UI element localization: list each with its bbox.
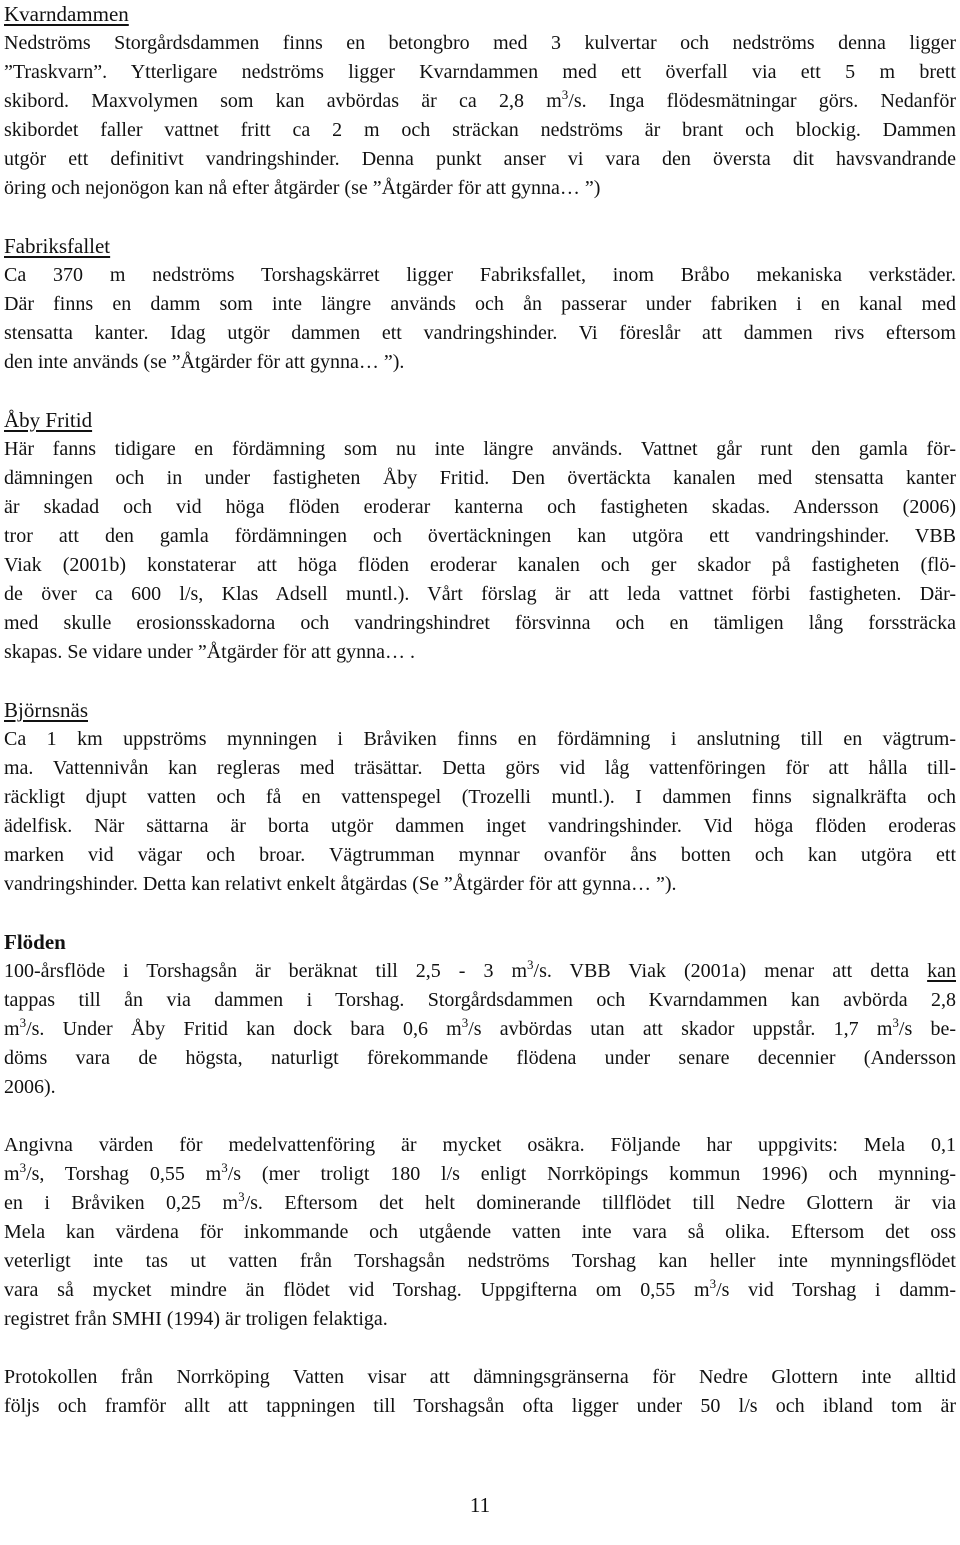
text-line: med skulle erosionsskadorna och vandringshindret försvinna och en tämligen lång forssträcka: [4, 612, 956, 634]
paragraph: [4, 435, 956, 667]
text-line: tappas till ån via dammen i Torshag. Storgårdsdammen och Kvarndammen kan avbörda 2,8: [4, 989, 956, 1011]
paragraph: [4, 1131, 956, 1334]
text-line: Angivna värden för medelvattenföring är mycket osäkra. Följande har uppgivits: Mela 0,1: [4, 1134, 956, 1156]
paragraph: [4, 261, 956, 377]
text-line: Här fanns tidigare en fördämning som nu inte längre används. Vattnet går runt den gamla för-: [4, 438, 956, 460]
document-page: [4, 0, 956, 1421]
section-fabriksfallet: [4, 232, 956, 377]
section-heading: Fabriksfallet: [4, 234, 111, 258]
text-line: Där finns en damm som inte längre används och ån passerar under fabriken i en kanal med: [4, 293, 956, 315]
text-line: Nedströms Storgårdsdammen finns en betongbro med 3 kulvertar och nedströms denna ligger: [4, 32, 956, 54]
text-line: följs och framför allt att tappningen till Torshagsån ofta ligger under 50 l/s och ibland tom är: [4, 1395, 956, 1417]
section-heading: Kvarndammen: [4, 2, 129, 26]
paragraph: [4, 29, 956, 203]
text-line: ”Traskvarn”. Ytterligare nedströms ligger Kvarndammen med ett överfall via ett 5 m brett: [4, 61, 956, 83]
section-heading: Björnsnäs: [4, 698, 88, 722]
text-line: tror att den gamla fördämningen och övertäckningen kan utgöra ett vandringshinder. VBB: [4, 525, 956, 547]
text-line: ma. Vattennivån kan regleras med träsättar. Detta görs vid låg vattenföringen för att hålla till-: [4, 757, 956, 779]
text-line: $m^3/s$. Under Åby Fritid kan dock bara 0,6 $m^3/s$ avbördas utan att skador uppstår. 1,7 $m^3/s$ be-: [4, 1015, 956, 1040]
text-line: den inte används (se ”Åtgärder för att gynna… ”).: [4, 351, 405, 373]
text-line: registret från SMHI (1994) är troligen felaktiga.: [4, 1308, 388, 1330]
text-line: en i Bråviken 0,25 $m^3/s$. Eftersom det helt dominerande tillflödet till Nedre Glottern är via: [4, 1189, 956, 1214]
text-line: skapas. Se vidare under ”Åtgärder för att gynna… .: [4, 641, 415, 663]
paragraph: [4, 957, 956, 1102]
text-line: döms vara de högsta, naturligt förekommande flödena under senare decennier (Andersson: [4, 1047, 956, 1069]
text-line: öring och nejonögon kan nå efter åtgärder (se ”Åtgärder för att gynna… ”): [4, 177, 601, 199]
underlined-word: kan: [927, 960, 956, 982]
paragraph: [4, 1363, 956, 1421]
section-floden: [4, 928, 956, 1421]
text-line: är skadad och vid höga flöden eroderar kanterna och fastigheten skadas. Andersson (2006): [4, 496, 956, 518]
text-line: utgör ett definitivt vandringshinder. Denna punkt anser vi vara den översta dit havsvandrande: [4, 148, 956, 170]
section-kvarndammen: [4, 0, 956, 203]
text-line: dämningen och in under fastigheten Åby Fritid. Den övertäckta kanalen med stensatta kanter: [4, 467, 956, 489]
text-line: veterligt inte tas ut vatten från Torshagsån nedströms Torshag kan heller inte mynningsflödet: [4, 1250, 956, 1272]
text-line: skibord. Maxvolymen som kan avbördas är ca 2,8 $m^3/s$. Inga flödesmätningar görs. Nedanför: [4, 87, 956, 112]
section-heading: Flöden: [4, 930, 66, 954]
paragraph: [4, 725, 956, 899]
text-line: 2006).: [4, 1076, 56, 1098]
page-number: 11: [469, 1493, 491, 1517]
text-line: stensatta kanter. Idag utgör dammen ett vandringshinder. Vi föreslår att dammen rivs eftersom: [4, 322, 956, 344]
section-heading: Åby Fritid: [4, 408, 93, 432]
text-line: marken vid vägar och broar. Vägtrumman mynnar ovanför åns botten och kan utgöra ett: [4, 844, 956, 866]
text-line: 100-årsflöde i Torshagsån är beräknat till 2,5 - 3 $m^3/s$. VBB Viak (2001a) menar att detta kan: [4, 957, 956, 982]
text-line: vara så mycket mindre än flödet vid Torshag. Uppgifterna om 0,55 $m^3/s$ vid Torshag i damm-: [4, 1276, 957, 1301]
text-line: räckligt djupt vatten och få en vattenspegel (Trozelli muntl.). I dammen finns signalkräfta och: [4, 786, 956, 808]
text-line: skibordet faller vattnet fritt ca 2 m och sträckan nedströms är brant och blockig. Dammen: [4, 119, 956, 141]
text-line: Viak (2001b) konstaterar att höga flöden eroderar kanalen och ger skador på fastigheten (flö-: [4, 554, 956, 576]
text-line: Mela kan värdena för inkommande och utgående vatten inte vara så olika. Eftersom det oss: [4, 1221, 956, 1243]
text-line: Ca 370 m nedströms Torshagskärret ligger Fabriksfallet, inom Bråbo mekaniska verkstäder.: [4, 264, 956, 286]
text-line: $m^3/s$, Torshag 0,55 $m^3/s$ (mer troligt 180 l/s enligt Norrköpings kommun 1996) och mynning-: [4, 1160, 956, 1185]
text-line: Protokollen från Norrköping Vatten visar att dämningsgränserna för Nedre Glottern inte alltid: [4, 1366, 956, 1388]
text-line: ädelfisk. När sättarna är borta utgör dammen inget vandringshinder. Vid höga flöden eroderas: [4, 815, 956, 837]
text-line: Ca 1 km uppströms mynningen i Bråviken finns en fördämning i anslutning till en vägtrum-: [4, 728, 956, 750]
section-bjornsnas: [4, 696, 956, 899]
text-line: de över ca 600 l/s, Klas Adsell muntl.). Vårt förslag är att leda vattnet förbi fastigheten. Där-: [4, 583, 956, 605]
text-line: vandringshinder. Detta kan relativt enkelt åtgärdas (Se ”Åtgärder för att gynna… ”).: [4, 873, 677, 895]
section-aby-fritid: [4, 406, 956, 667]
